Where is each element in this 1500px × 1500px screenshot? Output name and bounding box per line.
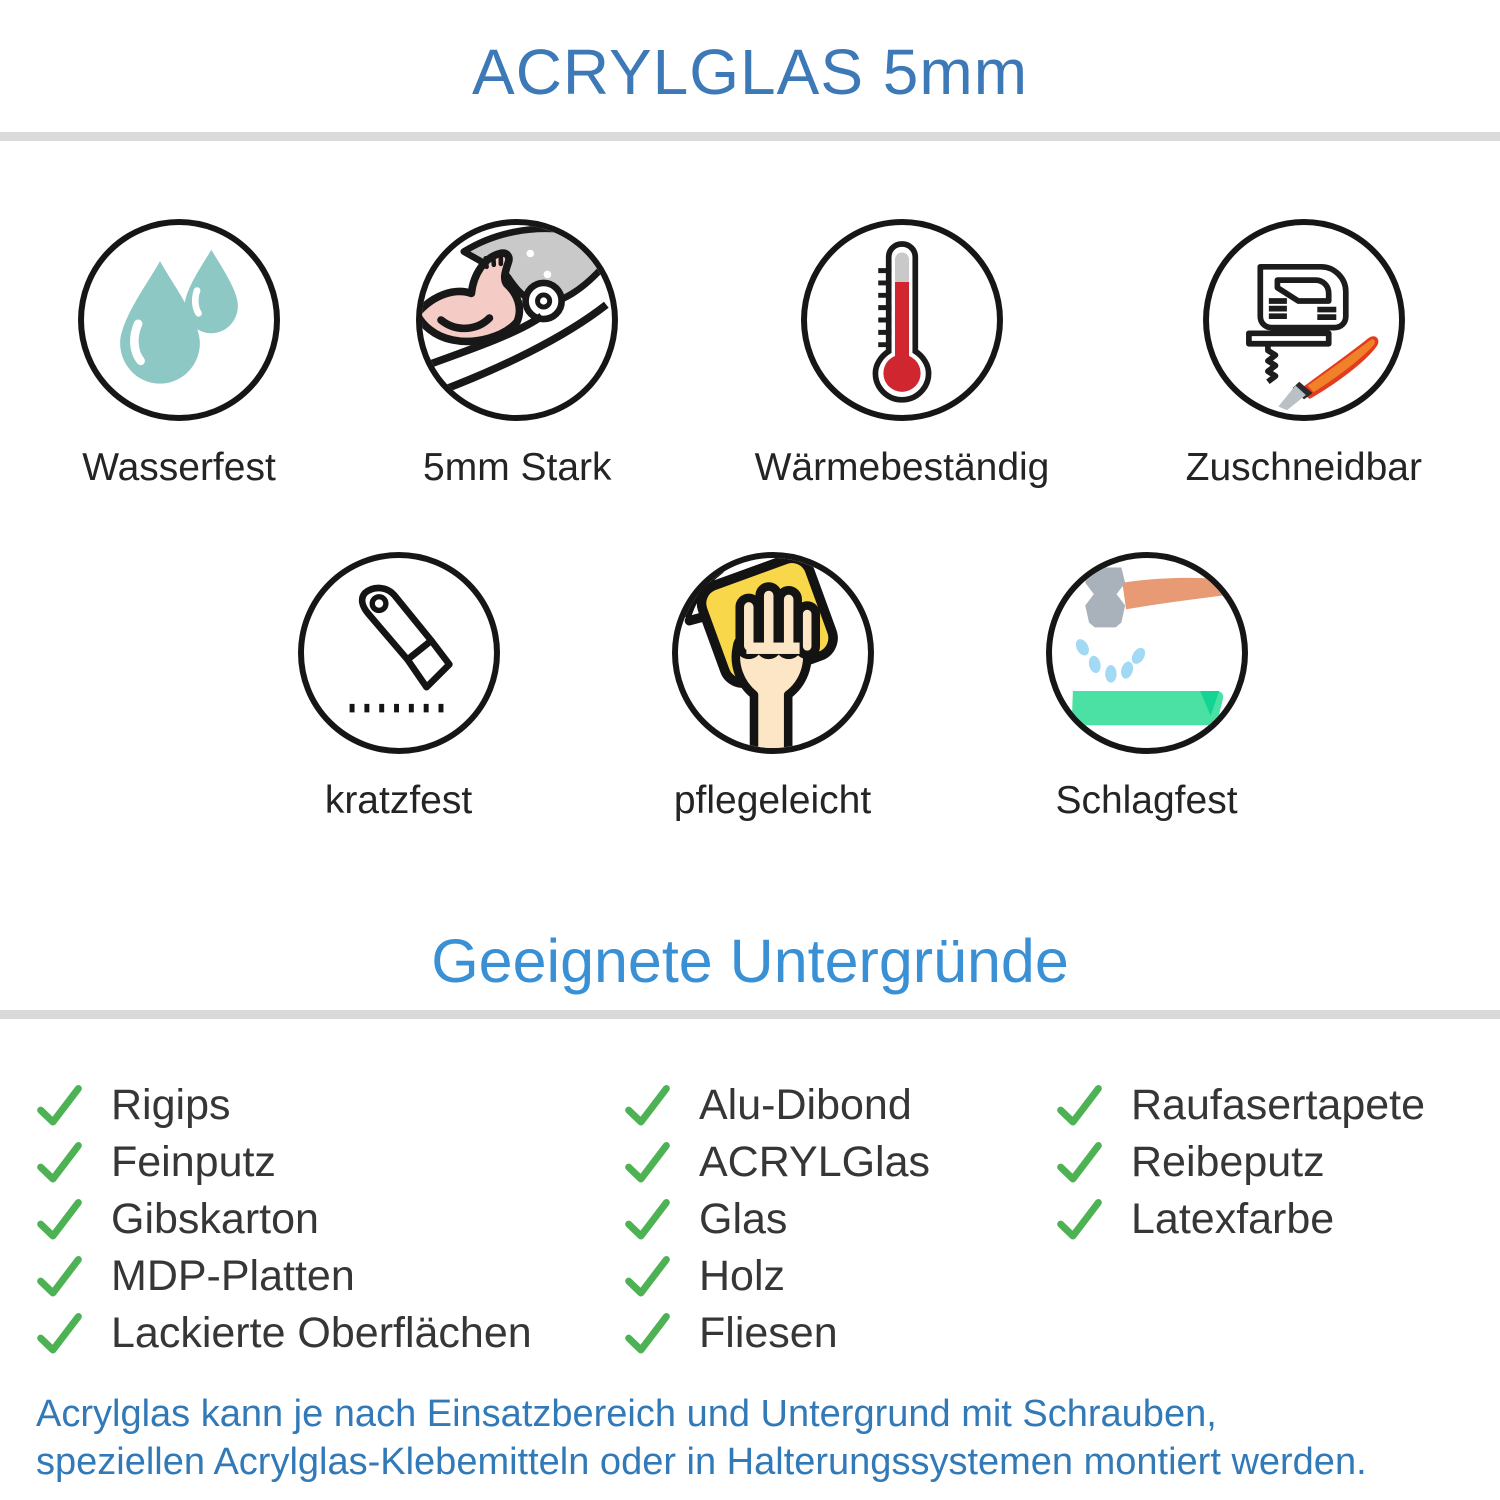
checkmark-icon [624, 1310, 671, 1357]
list-item [1056, 1191, 1425, 1248]
surface-label: Gibskarton [111, 1195, 319, 1244]
checkmark-icon [36, 1139, 83, 1186]
feature-waermebestaendig [755, 219, 1050, 492]
jigsaw-cutter-icon [1203, 219, 1405, 421]
feature-label: 5mm Stark [423, 446, 612, 489]
surfaces-column-2 [624, 1077, 1056, 1362]
feature-label: kratzfest [324, 778, 473, 822]
footer-note [0, 1390, 1500, 1486]
list-item [36, 1248, 624, 1305]
list-item [624, 1248, 1056, 1305]
checkmark-icon [36, 1196, 83, 1243]
features-row-2 [45, 552, 1500, 825]
surface-label: Glas [699, 1195, 788, 1244]
water-drops-icon [78, 219, 280, 421]
features-row-1 [0, 219, 1500, 492]
list-item [36, 1305, 624, 1362]
list-item [1056, 1134, 1425, 1191]
list-item [624, 1134, 1056, 1191]
surface-label: ACRYLGlas [699, 1138, 931, 1187]
surface-label: Fliesen [699, 1309, 838, 1358]
checkmark-icon [36, 1253, 83, 1300]
feature-zuschneidbar [1186, 219, 1422, 492]
feature-schlagfest [1046, 552, 1248, 825]
checkmark-icon [624, 1253, 671, 1300]
surfaces-list [0, 1077, 1500, 1362]
surfaces-column-3 [1056, 1077, 1425, 1362]
footer-line-1: Acrylglas kann je nach Einsatzbereich und Untergrund mit Schrauben, [36, 1393, 1217, 1436]
feature-pflegeleicht [672, 552, 874, 825]
footer-line-2: speziellen Acrylglas-Klebemitteln oder in Halterungssystemen montiert werden. [36, 1441, 1367, 1484]
list-item [624, 1077, 1056, 1134]
list-item [36, 1134, 624, 1191]
list-item [36, 1191, 624, 1248]
surface-label: Rigips [111, 1081, 231, 1130]
checkmark-icon [624, 1082, 671, 1129]
checkmark-icon [1056, 1139, 1103, 1186]
feature-label: Wasserfest [82, 446, 276, 489]
surface-label: Latexfarbe [1131, 1195, 1335, 1244]
list-item [624, 1305, 1056, 1362]
feature-label: Wärmebeständig [754, 446, 1050, 489]
divider-top [0, 132, 1500, 141]
checkmark-icon [624, 1196, 671, 1243]
hammer-impact-icon [1046, 552, 1248, 754]
divider-middle [0, 1010, 1500, 1019]
list-item [36, 1077, 624, 1134]
surface-label: Raufasertapete [1131, 1081, 1426, 1130]
feature-5mm-stark [416, 219, 618, 492]
surfaces-heading: Geeignete Untergründe [431, 926, 1069, 995]
list-item [1056, 1077, 1425, 1134]
surface-label: Holz [699, 1252, 786, 1301]
utility-knife-icon [298, 552, 500, 754]
checkmark-icon [36, 1310, 83, 1357]
surfaces-column-1 [36, 1077, 624, 1362]
checkmark-icon [1056, 1196, 1103, 1243]
surface-label: Feinputz [111, 1138, 276, 1187]
feature-kratzfest [298, 552, 500, 825]
checkmark-icon [36, 1082, 83, 1129]
checkmark-icon [624, 1139, 671, 1186]
feature-label: pflegeleicht [673, 778, 872, 822]
surface-label: Alu-Dibond [699, 1081, 912, 1130]
feature-wasserfest [78, 219, 280, 492]
list-item [624, 1191, 1056, 1248]
checkmark-icon [1056, 1082, 1103, 1129]
strong-arm-icon [416, 219, 618, 421]
surface-label: Lackierte Oberflächen [111, 1309, 532, 1358]
surface-label: MDP-Platten [111, 1252, 355, 1301]
feature-label: Schlagfest [1055, 778, 1238, 822]
surface-label: Reibeputz [1131, 1138, 1325, 1187]
feature-label: Zuschneidbar [1185, 446, 1422, 489]
thermometer-icon [801, 219, 1003, 421]
wiping-hand-icon [672, 552, 874, 754]
page-title: ACRYLGLAS 5mm [472, 36, 1028, 108]
